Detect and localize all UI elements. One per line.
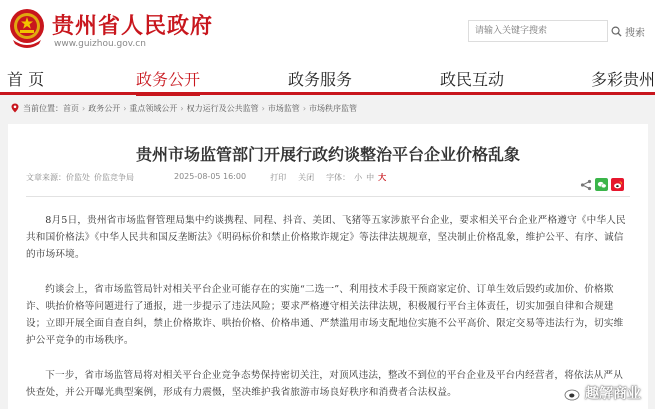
breadcrumb-item-market-supervision[interactable]: 市场监管 xyxy=(267,103,300,113)
breadcrumb-separator: › xyxy=(123,103,127,113)
article-paragraph: 下一步，省市场监管局将对相关平台企业竞争态势保持密切关注，对顶风违法，整改不到位的平台企业及平台内经营者，将依法从严从快查处，并公开曝光典型案例，形成有力震慑，坚决维护我省旅游市场良好秩序和消费者合法权益。 xyxy=(26,370,624,398)
breadcrumb-item-power-operation[interactable]: 权力运行及公共监管 xyxy=(186,103,259,113)
weibo-watermark xyxy=(564,383,641,403)
breadcrumb xyxy=(0,98,655,118)
article-source-dept: 价监竞争局 xyxy=(94,173,134,182)
search-input[interactable] xyxy=(468,20,608,42)
article-title: 贵州市场监管部门开展行政约谈整治平台企业价格乱象 xyxy=(135,145,520,164)
breadcrumb-separator: › xyxy=(82,103,86,113)
font-size-medium[interactable]: 中 xyxy=(366,173,375,182)
article-card xyxy=(8,124,648,409)
search-icon xyxy=(611,26,622,37)
site-header xyxy=(0,0,655,63)
nav-item-colorful-guizhou[interactable]: 多彩贵州 xyxy=(591,70,655,89)
breadcrumb-item-key-areas[interactable]: 重点领域公开 xyxy=(129,103,178,113)
breadcrumb-item-disclosure[interactable]: 政务公开 xyxy=(88,103,121,113)
site-url: www.guizhou.gov.cn xyxy=(54,39,146,49)
article-source: 文章来源：价监处 xyxy=(26,173,90,182)
print-link[interactable]: 打印 xyxy=(270,173,287,182)
nav-item-government-services[interactable]: 政务服务 xyxy=(288,70,353,89)
article-paragraph: 8月5日，贵州省市场监督管理局集中约谈携程、同程、抖音、美团、飞猪等五家涉旅平台企业，要求相关平台企业严格遵守《中华人民共和国价格法》《中华人民共和国反垄断法》《明码标价和禁止价格欺诈规定》等法律法规规章，坚决制止价格乱象，维护公平、有序、诚信的市场环境。 xyxy=(26,215,626,260)
share-icon[interactable] xyxy=(580,179,592,191)
search-button-label: 搜索 xyxy=(625,27,645,39)
breadcrumb-item-home[interactable]: 首页 xyxy=(63,103,79,113)
nav-item-home[interactable]: 首 页 xyxy=(7,70,45,89)
article-meta xyxy=(26,172,386,183)
weibo-share-icon[interactable] xyxy=(611,178,624,191)
article-date: 2025-08-05 16:00 xyxy=(174,172,247,181)
breadcrumb-separator: › xyxy=(261,103,265,113)
font-size-label: 字体： xyxy=(326,173,351,182)
nav-item-government-affairs-disclosure[interactable]: 政务公开 xyxy=(136,67,200,90)
breadcrumb-separator: › xyxy=(180,103,184,113)
breadcrumb-separator: › xyxy=(302,103,307,113)
nav-item-interaction[interactable]: 政民互动 xyxy=(440,70,505,89)
meta-divider xyxy=(26,196,630,197)
breadcrumb-item-market-order[interactable]: 市场秩序监管 xyxy=(309,103,358,113)
search-button[interactable] xyxy=(606,20,650,42)
weibo-logo-icon xyxy=(564,385,582,401)
main-nav xyxy=(0,63,655,95)
article-paragraph: 约谈会上，省市场监管局针对相关平台企业可能存在的实施“二选一”、利用技术手段干预商家定价、订单生效后毁约或加价、价格欺诈、哄抬价格等问题进行了通报，进一步提示了违法风险；要求严格遵守相关法律法规，积极履行平台主体责任，切实加强自律和合规建设；立即开展全面自查自纠，禁止价格欺诈、哄抬价格、价格串通、严禁滥用市场支配地位实施不公平高价、限定交易等违法行为，切实维护公平竞争的市场秩序。 xyxy=(26,284,624,346)
breadcrumb-prefix: 当前位置： xyxy=(23,103,63,113)
share-bar xyxy=(580,178,624,191)
wechat-share-icon[interactable] xyxy=(595,178,608,191)
close-link[interactable]: 关闭 xyxy=(298,173,315,182)
font-size-small[interactable]: 小 xyxy=(354,173,363,182)
watermark-text: 趣解商业 xyxy=(585,386,641,402)
site-title[interactable]: 贵州省人民政府 xyxy=(52,14,214,39)
national-emblem-icon xyxy=(7,6,47,50)
location-pin-icon xyxy=(10,103,20,113)
font-size-large[interactable]: 大 xyxy=(378,173,387,182)
